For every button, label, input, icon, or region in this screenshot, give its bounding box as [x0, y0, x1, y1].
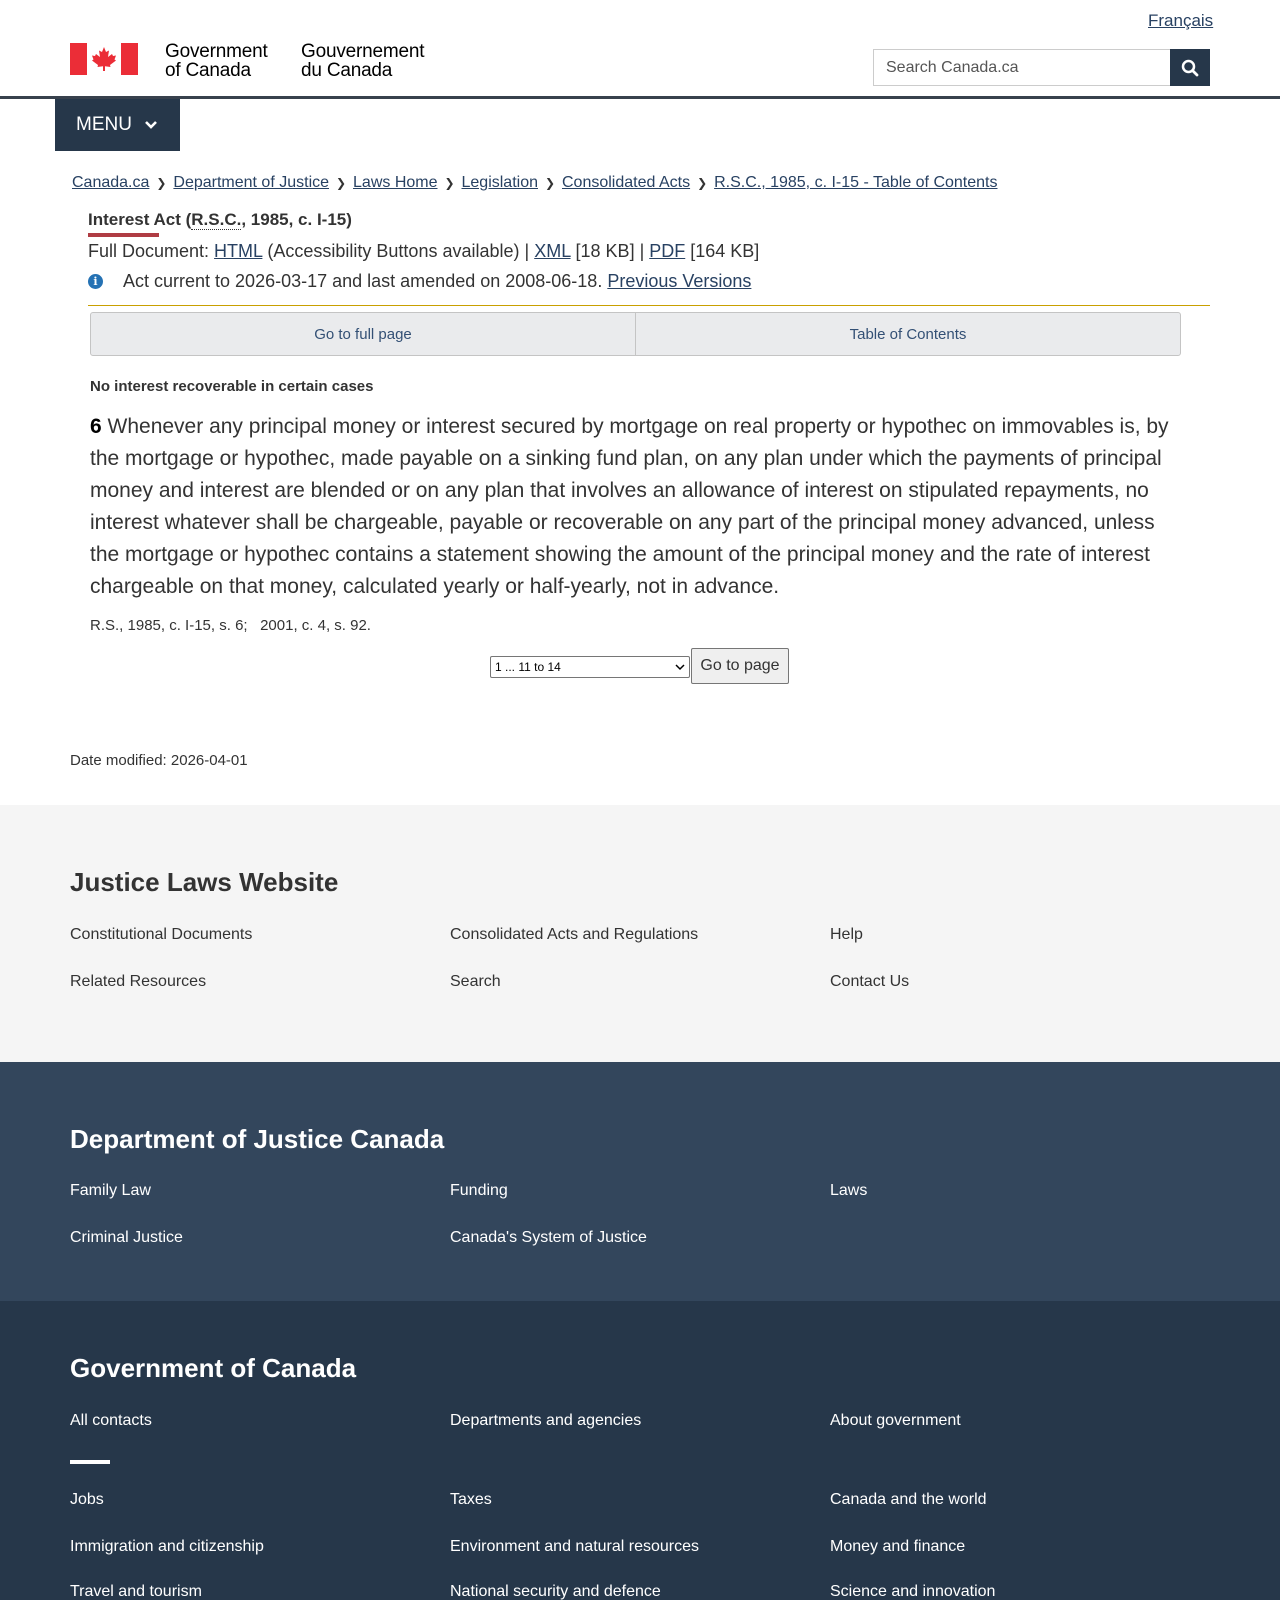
footer-doj-title: Department of Justice Canada: [70, 1124, 445, 1154]
search-input[interactable]: Search Canada.ca: [873, 49, 1170, 86]
menu-label: MENU: [76, 114, 132, 135]
footer-goc-title: Government of Canada: [70, 1353, 357, 1383]
footer-link-contact-us[interactable]: Contact Us: [830, 973, 910, 990]
signature-en-line1: Government: [165, 41, 268, 62]
search-button[interactable]: [1170, 49, 1210, 86]
footer-link-environment-natural-resources[interactable]: Environment and natural resources: [450, 1538, 700, 1555]
full-document-links: [88, 241, 759, 262]
footer-government-of-canada: [0, 1301, 1280, 1600]
footer-divider: [70, 1460, 110, 1464]
xml-size: [18 KB] |: [570, 241, 650, 261]
breadcrumb-link-justice[interactable]: Department of Justice: [173, 174, 330, 191]
section-text: [90, 411, 1180, 603]
page-select[interactable]: [490, 656, 690, 678]
chevron-right-icon: ❯: [156, 176, 167, 190]
page-title: [88, 210, 352, 230]
footer-link-funding[interactable]: Funding: [450, 1182, 508, 1199]
footer-link-about-government[interactable]: About government: [830, 1412, 961, 1429]
footer-link-related-resources[interactable]: Related Resources: [70, 973, 207, 990]
footer-department-of-justice: [0, 1062, 1280, 1301]
chevron-right-icon: ❯: [336, 176, 347, 190]
footer-link-money-and-finance[interactable]: Money and finance: [830, 1538, 966, 1555]
chevron-right-icon: ❯: [697, 176, 708, 190]
search-icon: [1181, 59, 1199, 77]
section-number: 6: [90, 415, 102, 438]
chevron-down-icon: [144, 120, 158, 130]
breadcrumb-link-consolidated-acts[interactable]: Consolidated Acts: [562, 174, 691, 191]
footer-link-family-law[interactable]: Family Law: [70, 1182, 151, 1199]
footer-justice-laws: [0, 805, 1280, 1062]
footer-link-national-security-defence[interactable]: National security and defence: [450, 1583, 661, 1600]
canada-flag-icon[interactable]: [70, 43, 138, 75]
breadcrumb-link-canada[interactable]: Canada.ca: [72, 174, 150, 191]
footer-link-taxes[interactable]: Taxes: [450, 1491, 492, 1508]
pdf-link[interactable]: PDF: [649, 241, 686, 261]
signature-fr-line2: du Canada: [301, 60, 393, 81]
menu-button[interactable]: [55, 99, 180, 151]
signature-en-line2: of Canada: [165, 60, 251, 81]
date-modified: Date modified: 2026-04-01: [70, 752, 248, 769]
breadcrumb-link-legislation[interactable]: Legislation: [461, 174, 538, 191]
footer-link-search[interactable]: Search: [450, 973, 501, 990]
footer-link-criminal-justice[interactable]: Criminal Justice: [70, 1229, 183, 1246]
footer-link-departments-agencies[interactable]: Departments and agencies: [450, 1412, 642, 1429]
full-document-label: Full Document:: [88, 241, 215, 261]
previous-versions-link[interactable]: Previous Versions: [607, 271, 752, 291]
page-select-value: 1 ... 11 to 14: [495, 660, 561, 674]
breadcrumb-link-table-of-contents[interactable]: R.S.C., 1985, c. I-15 - Table of Contents: [714, 174, 998, 191]
footer-link-travel-tourism[interactable]: Travel and tourism: [70, 1583, 202, 1600]
breadcrumb-link-laws-home[interactable]: Laws Home: [353, 174, 438, 191]
info-icon: i: [88, 274, 103, 289]
header-divider: [0, 96, 1280, 99]
government-of-canada-signature-fr: [301, 42, 424, 80]
signature-fr-line1: Gouvernement: [301, 41, 425, 62]
title-prefix: Interest Act (: [88, 210, 192, 229]
footer-laws-title: Justice Laws Website: [70, 867, 339, 897]
footer-link-laws[interactable]: Laws: [830, 1182, 868, 1199]
footer-link-all-contacts[interactable]: All contacts: [70, 1412, 152, 1429]
history-note: R.S., 1985, c. I-15, s. 6; 2001, c. 4, s. 92.: [90, 617, 371, 634]
marginal-note: No interest recoverable in certain cases: [90, 378, 374, 395]
table-of-contents-button[interactable]: Table of Contents: [635, 312, 1181, 356]
chevron-right-icon: ❯: [545, 176, 556, 190]
title-abbr: R.S.C.: [191, 210, 242, 229]
footer-link-canada-and-the-world[interactable]: Canada and the world: [830, 1491, 987, 1508]
footer-link-help[interactable]: Help: [830, 926, 863, 943]
go-to-full-page-button[interactable]: Go to full page: [90, 312, 636, 356]
currency-notice: [88, 271, 751, 292]
currency-text: Act current to 2026-03-17 and last amended on 2008-06-18.: [123, 271, 608, 291]
html-note: (Accessibility Buttons available) |: [262, 241, 535, 261]
language-toggle-link[interactable]: Français: [1148, 11, 1214, 30]
xml-link[interactable]: XML: [534, 241, 571, 261]
chevron-right-icon: ❯: [444, 176, 455, 190]
footer-link-canadas-system-of-justice[interactable]: Canada's System of Justice: [450, 1229, 647, 1246]
footer-link-constitutional-documents[interactable]: Constitutional Documents: [70, 926, 253, 943]
footer-link-jobs[interactable]: Jobs: [70, 1491, 104, 1508]
government-of-canada-signature-en: [165, 42, 268, 80]
footer-link-immigration-citizenship[interactable]: Immigration and citizenship: [70, 1538, 264, 1555]
footer-link-science-innovation[interactable]: Science and innovation: [830, 1583, 996, 1600]
pdf-size: [164 KB]: [685, 241, 760, 261]
footer-link-consolidated-acts-regulations[interactable]: Consolidated Acts and Regulations: [450, 926, 699, 943]
go-to-page-button[interactable]: Go to page: [691, 648, 789, 684]
section-divider: [88, 305, 1210, 306]
section-body: Whenever any principal money or interest secured by mortgage on real property or hypothec on immovables is, by the mortgage or hypothec, made payable on a sinking fund plan, on any plan under which the payments of principal money and interest are blended or on any plan that involves an allowance of interest on stipulated repayments, no interest whatever shall be chargeable, payable or recoverable on any part of the principal money advanced, unless the mortgage or hypothec contains a statement showing the amount of the principal money and the rate of interest chargeable on that money, calculated yearly or half-yearly, not in advance.: [90, 415, 1169, 598]
html-link[interactable]: HTML: [214, 241, 263, 261]
title-underline: [88, 233, 159, 237]
breadcrumb: [72, 174, 997, 192]
chevron-down-icon: [675, 664, 685, 671]
title-suffix: , 1985, c. I-15): [241, 210, 352, 229]
